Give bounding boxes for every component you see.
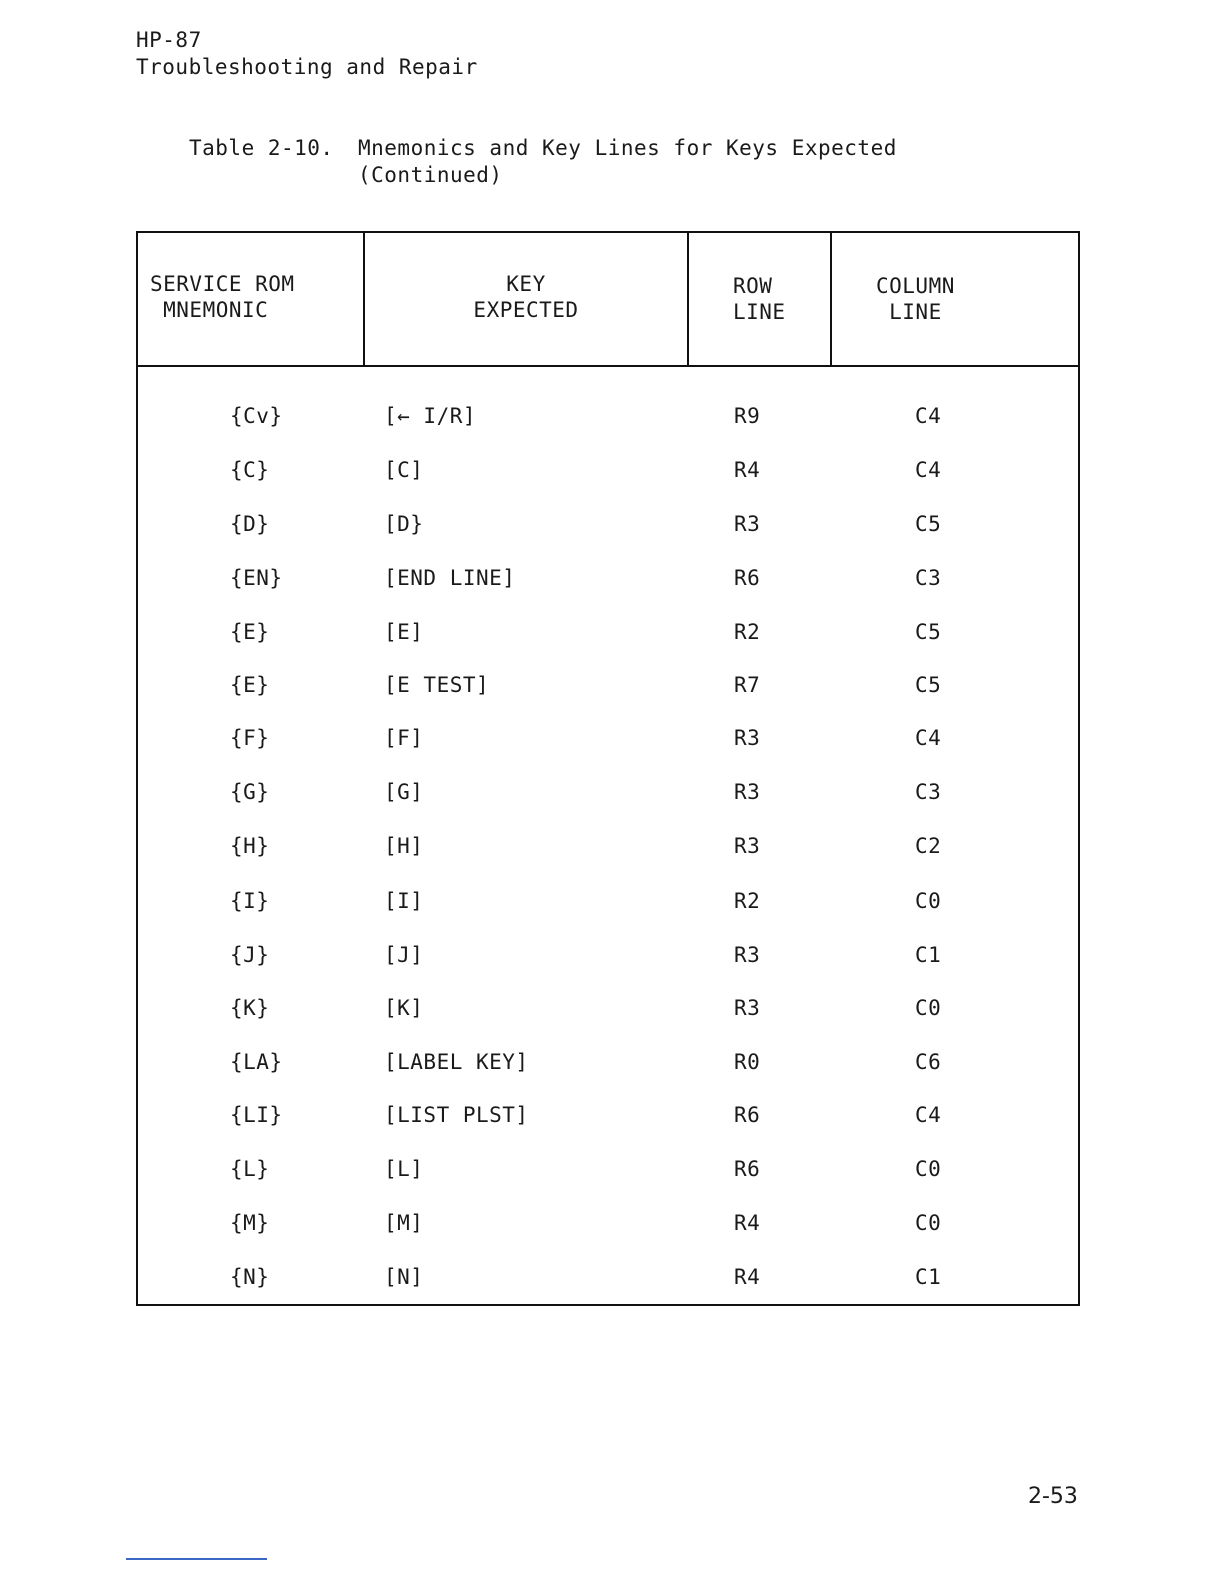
cell-row-line: R6 [734, 1157, 761, 1181]
cell-column-line: C6 [915, 1050, 942, 1074]
table-row [138, 1154, 1078, 1184]
cell-row-line: R3 [734, 996, 761, 1020]
cell-key-expected: [J] [384, 943, 424, 967]
table-row [138, 617, 1078, 647]
cell-row-line: R7 [734, 673, 761, 697]
cell-column-line: C4 [915, 458, 942, 482]
cell-column-line: C4 [915, 1103, 942, 1127]
column-divider [687, 233, 689, 365]
cell-row-line: R3 [734, 834, 761, 858]
page-number: 2-53 [1028, 1484, 1078, 1509]
cell-row-line: R4 [734, 1265, 761, 1289]
cell-key-expected: [END LINE] [384, 566, 516, 590]
table-row [138, 1208, 1078, 1238]
table-row [138, 1100, 1078, 1130]
cell-key-expected: [E] [384, 620, 424, 644]
cell-mnemonic: {C} [230, 458, 270, 482]
header-row-line [733, 273, 786, 325]
cell-key-expected: [LABEL KEY] [384, 1050, 529, 1074]
cell-key-expected: [M] [384, 1211, 424, 1235]
document-product: HP-87 [136, 28, 202, 52]
table-row [138, 1047, 1078, 1077]
cell-mnemonic: {E} [230, 673, 270, 697]
cell-column-line: C0 [915, 1211, 942, 1235]
cell-mnemonic: {I} [230, 889, 270, 913]
table-row [138, 455, 1078, 485]
cell-column-line: C5 [915, 673, 942, 697]
cell-row-line: R6 [734, 1103, 761, 1127]
cell-key-expected: [D} [384, 512, 424, 536]
footer-rule [126, 1558, 267, 1560]
cell-mnemonic: {LI} [230, 1103, 283, 1127]
cell-key-expected: [G] [384, 780, 424, 804]
table-row [138, 723, 1078, 753]
cell-row-line: R2 [734, 620, 761, 644]
table-caption-continued: (Continued) [358, 163, 503, 187]
table-row [138, 831, 1078, 861]
cell-row-line: R3 [734, 726, 761, 750]
mnemonics-table [136, 231, 1080, 1306]
cell-mnemonic: {F} [230, 726, 270, 750]
cell-row-line: R4 [734, 1211, 761, 1235]
cell-key-expected: [C] [384, 458, 424, 482]
cell-key-expected: [E TEST] [384, 673, 490, 697]
table-caption-label: Table 2-10. [189, 136, 334, 160]
table-row [138, 777, 1078, 807]
cell-mnemonic: {N} [230, 1265, 270, 1289]
cell-mnemonic: {D} [230, 512, 270, 536]
cell-row-line: R9 [734, 404, 761, 428]
document-section: Troubleshooting and Repair [136, 55, 478, 79]
cell-row-line: R3 [734, 780, 761, 804]
cell-key-expected: [← I/R] [384, 404, 477, 428]
cell-row-line: R3 [734, 512, 761, 536]
header-line: LINE [876, 300, 942, 324]
cell-row-line: R3 [734, 943, 761, 967]
table-row [138, 563, 1078, 593]
cell-row-line: R2 [734, 889, 761, 913]
cell-column-line: C0 [915, 996, 942, 1020]
cell-row-line: R4 [734, 458, 761, 482]
header-line: COLUMN [876, 274, 955, 298]
cell-column-line: C5 [915, 512, 942, 536]
header-line: LINE [733, 300, 786, 324]
cell-key-expected: [H] [384, 834, 424, 858]
header-column-line [876, 273, 955, 325]
header-key-expected [365, 271, 687, 323]
cell-mnemonic: {M} [230, 1211, 270, 1235]
cell-mnemonic: {E} [230, 620, 270, 644]
cell-key-expected: [LIST PLST] [384, 1103, 529, 1127]
table-row [138, 993, 1078, 1023]
cell-mnemonic: {J} [230, 943, 270, 967]
cell-column-line: C5 [915, 620, 942, 644]
cell-mnemonic: {EN} [230, 566, 283, 590]
cell-key-expected: [L] [384, 1157, 424, 1181]
cell-key-expected: [K] [384, 996, 424, 1020]
table-row [138, 401, 1078, 431]
cell-column-line: C0 [915, 1157, 942, 1181]
header-line: MNEMONIC [150, 298, 269, 322]
table-caption-title: Mnemonics and Key Lines for Keys Expected [358, 136, 897, 160]
table-row [138, 940, 1078, 970]
table-row [138, 670, 1078, 700]
table-row [138, 886, 1078, 916]
header-service-rom-mnemonic [150, 271, 295, 323]
header-line: KEY [506, 272, 546, 296]
cell-column-line: C4 [915, 404, 942, 428]
cell-column-line: C3 [915, 566, 942, 590]
cell-mnemonic: {Cv} [230, 404, 283, 428]
cell-key-expected: [I] [384, 889, 424, 913]
cell-key-expected: [N] [384, 1265, 424, 1289]
table-row [138, 1262, 1078, 1292]
header-line: EXPECTED [473, 298, 579, 322]
cell-mnemonic: {G} [230, 780, 270, 804]
table-header-row [138, 233, 1078, 367]
cell-row-line: R0 [734, 1050, 761, 1074]
cell-column-line: C1 [915, 1265, 942, 1289]
cell-column-line: C3 [915, 780, 942, 804]
cell-key-expected: [F] [384, 726, 424, 750]
table-row [138, 509, 1078, 539]
cell-mnemonic: {LA} [230, 1050, 283, 1074]
cell-row-line: R6 [734, 566, 761, 590]
header-line: SERVICE ROM [150, 272, 295, 296]
cell-column-line: C1 [915, 943, 942, 967]
column-divider [830, 233, 832, 365]
cell-column-line: C4 [915, 726, 942, 750]
cell-column-line: C0 [915, 889, 942, 913]
header-line: ROW [733, 274, 773, 298]
cell-mnemonic: {H} [230, 834, 270, 858]
cell-column-line: C2 [915, 834, 942, 858]
cell-mnemonic: {K} [230, 996, 270, 1020]
cell-mnemonic: {L} [230, 1157, 270, 1181]
